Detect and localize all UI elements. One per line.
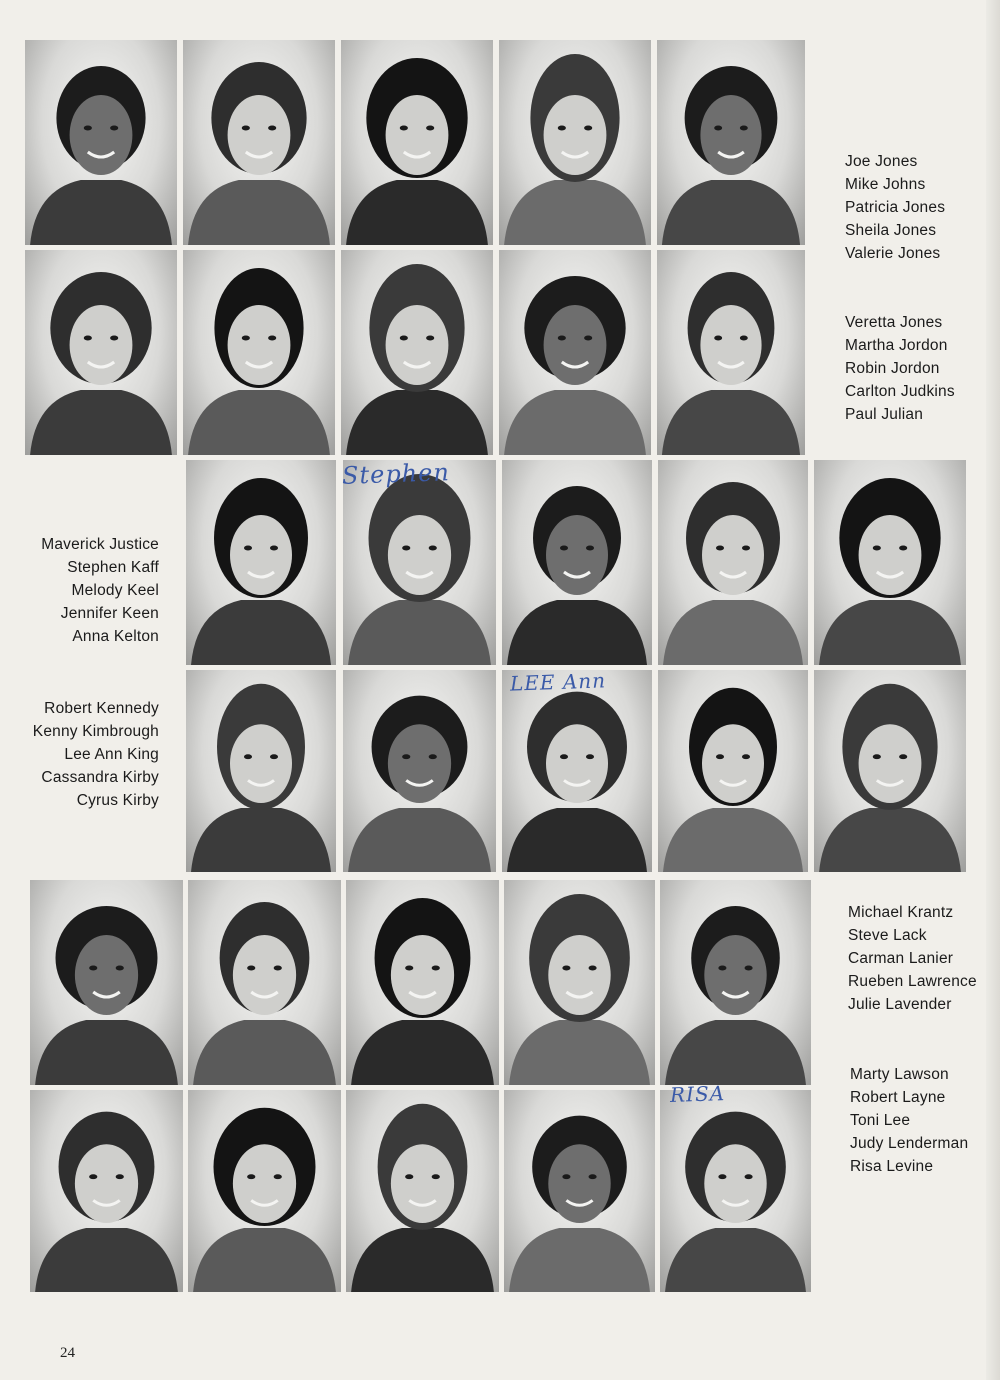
eye [84,126,92,131]
eye [742,546,750,551]
eye [89,1174,97,1179]
portrait-image [186,460,336,665]
student-name: Anna Kelton [72,628,159,645]
eye [742,754,750,759]
portrait-image [343,670,496,872]
page-number: 24 [60,1345,75,1361]
face [859,724,922,803]
shoulders [191,600,331,665]
shoulders [191,808,331,872]
face [700,95,761,175]
portrait-veretta-jones [25,250,177,455]
eye [244,754,252,759]
portrait-image [186,670,336,872]
portrait-maverick-justice [186,460,336,665]
eye [558,126,566,131]
face [704,935,766,1015]
shoulders [509,1228,650,1292]
portrait-carman-lanier [346,880,499,1085]
eye [426,336,434,341]
student-name: Jennifer Keen [60,605,159,622]
student-name: Carman Lanier [848,950,954,967]
face [702,724,764,803]
eye [270,754,278,759]
portrait-robert-kennedy [186,670,336,872]
portrait-image [657,250,805,455]
eye [586,546,594,551]
portrait-melody-keel [502,460,652,665]
eye [405,1174,413,1179]
portrait-risa-levine [660,1090,811,1292]
shoulders [819,600,961,665]
face [702,515,764,595]
portrait-valerie-jones [657,40,805,245]
face [75,935,138,1015]
student-name: Mike Johns [845,176,926,193]
portrait-image [30,1090,183,1292]
eye [589,1174,597,1179]
name-list-6 [850,1063,968,1178]
portrait-image [660,1090,811,1292]
student-name: Maverick Justice [41,536,159,553]
shoulders [504,180,646,245]
eye [402,754,410,759]
student-name: Julie Lavender [848,996,952,1013]
eye [718,1174,726,1179]
eye [873,754,881,759]
face [228,95,291,175]
portrait-anna-kelton [814,460,966,665]
shoulders [507,600,647,665]
portrait-cassandra-kirby [658,670,808,872]
eye [274,966,282,971]
portrait-marty-lawson [30,1090,183,1292]
eye [716,546,724,551]
shoulders [507,808,647,872]
face [546,515,608,595]
portrait-julie-lavender [660,880,811,1085]
eye [586,754,594,759]
shoulders [188,180,330,245]
face [70,95,133,175]
eye [242,336,250,341]
face [548,1144,610,1223]
face [700,305,761,385]
student-name: Cassandra Kirby [41,769,159,786]
portrait-image [504,1090,655,1292]
eye [110,336,118,341]
shoulders [35,1228,178,1292]
page-edge [986,0,1000,1380]
eye [558,336,566,341]
eye [584,126,592,131]
student-name: Toni Lee [850,1112,911,1129]
face [228,305,291,385]
portrait-image [658,670,808,872]
portrait-carlton-judkins [499,250,651,455]
eye [429,546,437,551]
portrait-image [502,670,652,872]
portrait-lee-ann-king [502,670,652,872]
portrait-image [814,670,966,872]
eye [714,126,722,131]
student-name: Patricia Jones [845,199,946,216]
shoulders [662,390,800,455]
student-name: Paul Julian [845,406,924,423]
face [544,95,607,175]
face [386,305,449,385]
eye [740,336,748,341]
eye [400,126,408,131]
face [386,95,449,175]
eye [400,336,408,341]
eye [899,754,907,759]
portrait-image [504,880,655,1085]
eye [247,966,255,971]
shoulders [504,390,646,455]
face [704,1144,766,1223]
student-name: Kenny Kimbrough [32,723,159,740]
student-name: Stephen Kaff [67,559,159,576]
portrait-image [499,40,651,245]
student-name: Judy Lenderman [850,1135,969,1152]
face [75,1144,138,1223]
eye [873,546,881,551]
portrait-image [658,460,808,665]
portrait-michael-krantz [30,880,183,1085]
portrait-rueben-lawrence [504,880,655,1085]
portrait-toni-lee [346,1090,499,1292]
handwritten-note-stephen: Stephen [341,458,451,490]
portrait-image [814,460,966,665]
shoulders [193,1020,336,1085]
shoulders [351,1020,494,1085]
face [70,305,133,385]
portrait-robin-jordon [341,250,493,455]
portrait-image [660,880,811,1085]
student-name: Marty Lawson [850,1066,949,1083]
eye [745,1174,753,1179]
shoulders [346,180,488,245]
student-name: Michael Krantz [848,904,954,921]
handwritten-note-lee-ann: LEE Ann [509,668,607,696]
eye [589,966,597,971]
name-list-5 [848,901,977,1016]
portrait-image [183,250,335,455]
portrait-image [25,250,177,455]
eye [405,966,413,971]
student-name: Carlton Judkins [845,383,955,400]
face [391,1144,454,1223]
portrait-mike-johns [183,40,335,245]
portrait-joe-jones [25,40,177,245]
face [859,515,922,595]
portrait-image [657,40,805,245]
eye [268,126,276,131]
student-name: Joe Jones [845,153,918,170]
student-name: Steve Lack [848,927,927,944]
eye [402,546,410,551]
eye [432,966,440,971]
portrait-image [341,40,493,245]
portrait-image [346,880,499,1085]
portrait-image [343,460,496,665]
eye [110,126,118,131]
face [233,1144,296,1223]
portrait-image [30,880,183,1085]
face [230,515,292,595]
student-name: Risa Levine [850,1158,934,1175]
eye [242,126,250,131]
eye [740,126,748,131]
portrait-image [346,1090,499,1292]
student-name: Martha Jordon [845,337,948,354]
shoulders [348,808,491,872]
eye [244,546,252,551]
student-name: Robin Jordon [845,360,940,377]
shoulders [663,600,803,665]
eye [270,546,278,551]
eye [584,336,592,341]
eye [268,336,276,341]
eye [84,336,92,341]
portrait-image [25,40,177,245]
eye [718,966,726,971]
portrait-patricia-jones [341,40,493,245]
name-list-4 [33,697,159,812]
eye [89,966,97,971]
face [544,305,607,385]
portrait-robert-layne [188,1090,341,1292]
portrait-sheila-jones [499,40,651,245]
student-name: Cyrus Kirby [76,792,159,809]
eye [560,754,568,759]
eye [429,754,437,759]
portrait-image [188,880,341,1085]
shoulders [665,1020,806,1085]
eye [274,1174,282,1179]
student-name: Sheila Jones [845,222,937,239]
eye [432,1174,440,1179]
face [546,724,608,803]
eye [716,754,724,759]
shoulders [30,390,172,455]
shoulders [509,1020,650,1085]
portrait-image [502,460,652,665]
eye [714,336,722,341]
portrait-cyrus-kirby [814,670,966,872]
face [233,935,296,1015]
student-name: Veretta Jones [845,314,943,331]
portrait-martha-jordon [183,250,335,455]
student-name: Lee Ann King [64,746,159,763]
portrait-paul-julian [657,250,805,455]
shoulders [662,180,800,245]
portrait-judy-lenderman [504,1090,655,1292]
eye [745,966,753,971]
portrait-kenny-kimbrough [343,670,496,872]
shoulders [30,180,172,245]
portrait-image [183,40,335,245]
eye [116,1174,124,1179]
portrait-image [499,250,651,455]
eye [562,1174,570,1179]
face [391,935,454,1015]
shoulders [348,600,491,665]
shoulders [663,808,803,872]
portrait-jennifer-keen [658,460,808,665]
handwritten-note-risa: RISA [669,1081,726,1107]
student-name: Rueben Lawrence [848,973,977,990]
student-name: Robert Kennedy [44,700,159,717]
eye [899,546,907,551]
face [230,724,292,803]
portrait-stephen-kaff [343,460,496,665]
face [388,724,451,803]
student-name: Robert Layne [850,1089,946,1106]
eye [562,966,570,971]
student-name: Valerie Jones [845,245,941,262]
face [388,515,451,595]
name-list-3 [41,533,159,648]
name-list-1 [845,150,945,265]
shoulders [819,808,961,872]
shoulders [188,390,330,455]
shoulders [193,1228,336,1292]
eye [116,966,124,971]
eye [426,126,434,131]
shoulders [665,1228,806,1292]
portrait-image [341,250,493,455]
face [548,935,610,1015]
shoulders [351,1228,494,1292]
eye [247,1174,255,1179]
student-name: Melody Keel [71,582,159,599]
portrait-steve-lack [188,880,341,1085]
eye [560,546,568,551]
shoulders [346,390,488,455]
portrait-image [188,1090,341,1292]
shoulders [35,1020,178,1085]
name-list-2 [845,311,955,426]
